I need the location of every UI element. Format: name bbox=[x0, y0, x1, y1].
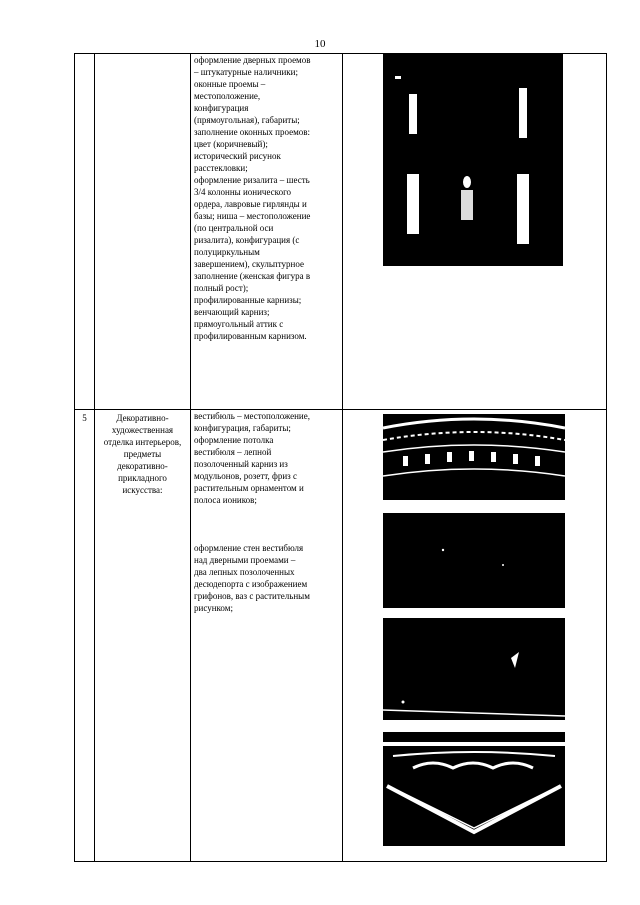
desc-line: грифонов, ваз с растительным bbox=[194, 591, 310, 601]
desc-line: ордера, лавровые гирлянды и bbox=[194, 199, 307, 209]
desc-line: оформление потолка bbox=[194, 435, 274, 445]
desc-line: цвет (коричневый); bbox=[194, 139, 268, 149]
desc-line: завершением), скульптурное bbox=[194, 259, 304, 269]
desc-line: рисунком; bbox=[194, 603, 233, 613]
photo-cell bbox=[343, 410, 607, 862]
desc-line: расстекловки; bbox=[194, 163, 248, 173]
wall-decor-photo bbox=[383, 618, 565, 720]
table-row bbox=[75, 54, 607, 410]
facade-photo bbox=[383, 54, 563, 266]
vestibule-photo bbox=[383, 510, 565, 608]
desc-line: конфигурация, габариты; bbox=[194, 423, 291, 433]
desc-line: конфигурация bbox=[194, 103, 249, 113]
desc-line: над дверными проемами – bbox=[194, 555, 296, 565]
desc-line: полуциркульным bbox=[194, 247, 260, 257]
row-category: Декоративно-художественная отделка интерьеров, предметы декоративно-прикладного искусства: bbox=[95, 410, 191, 862]
desc-line: венчающий карниз; bbox=[194, 307, 270, 317]
desc-line: растительным орнаментом и bbox=[194, 483, 304, 493]
desc-line: заполнение оконных проемов: bbox=[194, 127, 311, 137]
photo-cell bbox=[343, 54, 607, 410]
ceiling-cornice-photo bbox=[383, 414, 565, 500]
desc-line: заполнение (женская фигура в bbox=[194, 271, 311, 281]
desc-line: 3/4 колонны ионического bbox=[194, 187, 292, 197]
desc-line: полоса иоников; bbox=[194, 495, 257, 505]
desc-line: оформление ризалита – шесть bbox=[194, 175, 310, 185]
overdoor-photo bbox=[383, 732, 565, 846]
desc-line: профилированным карнизом. bbox=[194, 331, 307, 341]
row-description bbox=[191, 410, 343, 862]
desc-line: вестибюля – лепной bbox=[194, 447, 272, 457]
monument-table bbox=[74, 53, 607, 862]
desc-line: (прямоугольная), габариты; bbox=[194, 115, 300, 125]
table-row bbox=[75, 410, 607, 862]
desc-line: базы; ниша – местоположение bbox=[194, 211, 311, 221]
desc-line: оформление стен вестибюля bbox=[194, 543, 304, 553]
row-number: 5 bbox=[75, 410, 95, 862]
row-number bbox=[75, 54, 95, 410]
desc-line: оконные проемы – bbox=[194, 79, 266, 89]
desc-line: позолоченный карниз из bbox=[194, 459, 288, 469]
desc-line: полный рост); bbox=[194, 283, 249, 293]
row-description bbox=[191, 54, 343, 410]
desc-line: десюдепорта с изображением bbox=[194, 579, 308, 589]
desc-line: местоположение, bbox=[194, 91, 261, 101]
desc-line: вестибюль – местоположение, bbox=[194, 411, 310, 421]
desc-line: прямоугольный аттик с bbox=[194, 319, 284, 329]
desc-line: оформление дверных проемов bbox=[194, 55, 311, 65]
desc-line: исторический рисунок bbox=[194, 151, 281, 161]
desc-line: ризалита), конфигурация (с bbox=[194, 235, 300, 245]
row-category bbox=[95, 54, 191, 410]
desc-line: два лепных позолоченных bbox=[194, 567, 295, 577]
desc-line: – штукатурные наличники; bbox=[194, 67, 298, 77]
desc-line: модульонов, розетт, фриз с bbox=[194, 471, 297, 481]
desc-line: профилированные карнизы; bbox=[194, 295, 302, 305]
page-number: 10 bbox=[314, 38, 326, 50]
desc-line: (по центральной оси bbox=[194, 223, 274, 233]
